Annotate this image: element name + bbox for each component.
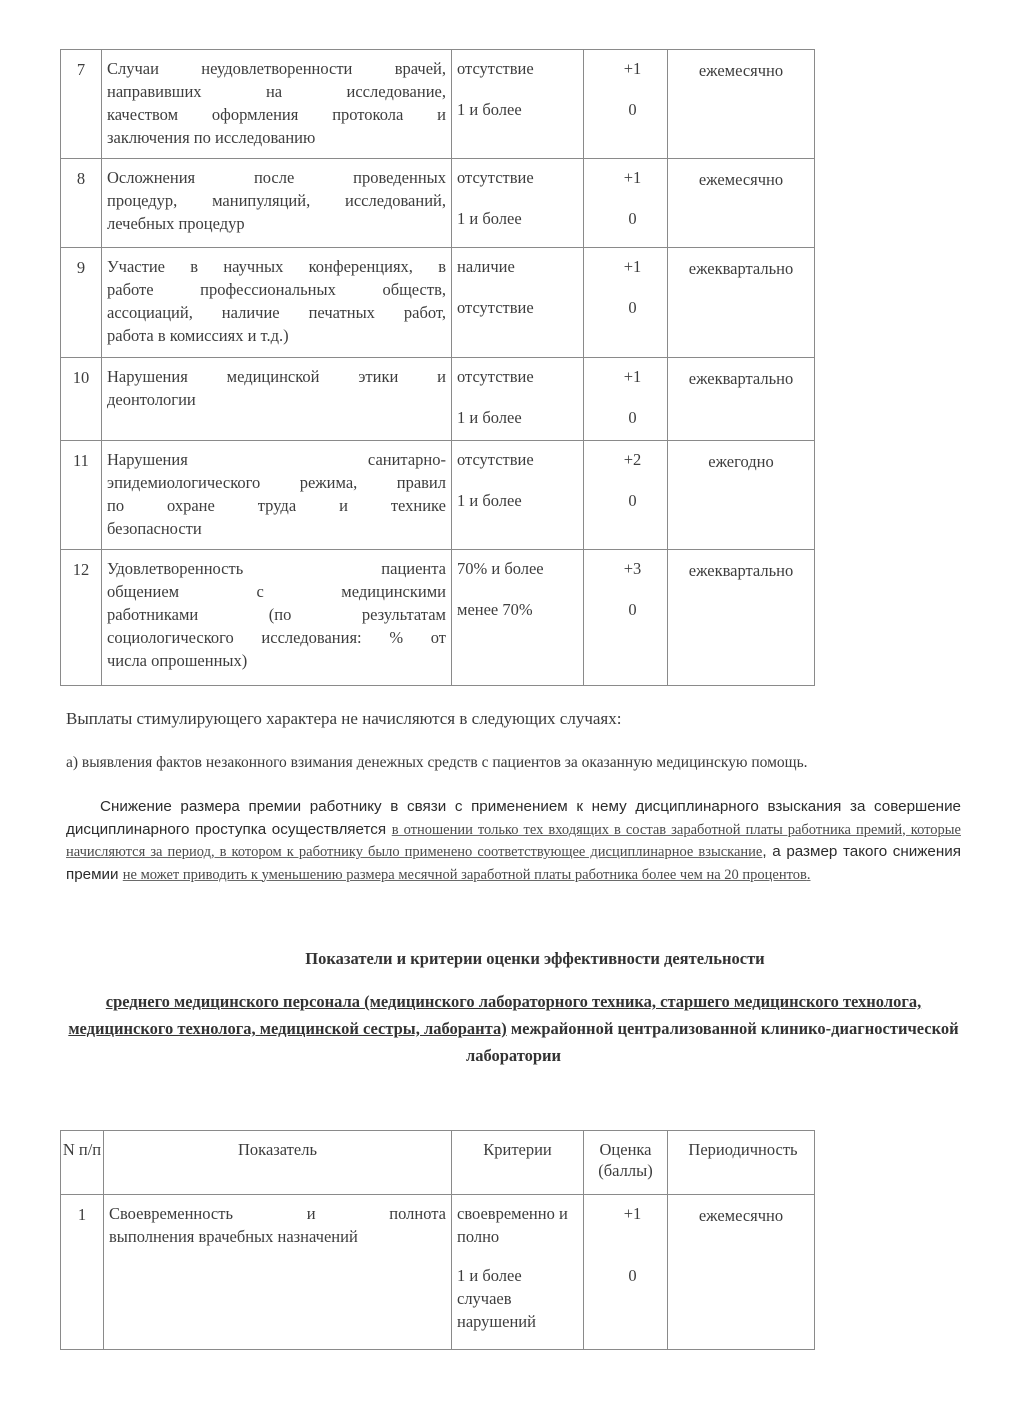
score-cell: +1 0 xyxy=(584,50,668,159)
indicator-cell: Своевременность и полнота выполнения врачебных назначений xyxy=(104,1195,452,1350)
table-row xyxy=(61,550,815,686)
table-row xyxy=(61,1195,815,1350)
reduction-underlined-2: не может приводить к уменьшению размера месячной заработной платы работника более чем на 20 процентов xyxy=(122,866,807,883)
table-header-row xyxy=(61,1131,815,1195)
header-score: Оценка (баллы) xyxy=(584,1131,668,1195)
period-cell: ежемесячно xyxy=(668,50,815,159)
header-num: N п/п xyxy=(61,1131,104,1195)
period-cell: ежеквартально xyxy=(668,248,815,358)
section-title-line1: Показатели и критерии оценки эффективности деятельности xyxy=(305,949,765,968)
criteria-cell: отсутствие 1 и более xyxy=(452,50,584,159)
criteria-table-doctors xyxy=(60,49,815,686)
table-row xyxy=(61,358,815,441)
header-indicator: Показатель xyxy=(104,1131,452,1195)
indicator-cell: Нарушения санитарно- эпидемиологического режима, правил по охране труда и технике безопасности xyxy=(102,441,452,550)
criteria-cell: отсутствие 1 и более xyxy=(452,441,584,550)
criteria-cell: отсутствие 1 и более xyxy=(452,358,584,441)
indicator-cell: Осложнения после проведенных процедур, манипуляций, исследований, лечебных процедур xyxy=(102,159,452,248)
reduction-underlined-1: в отношении только тех входящих в состав заработной платы работника премий, которые начисляются за период, в котором к работнику было применено соответствующее дисциплинарное взыскание xyxy=(66,821,961,860)
indicator-cell: Нарушения медицинской этики и деонтологии xyxy=(102,358,452,441)
indicator-cell: Удовлетворенность пациента общением с медицинскими работниками (по результатам социологического исследования: % от числа опрошенных) xyxy=(102,550,452,686)
header-period: Периодичность xyxy=(668,1131,815,1195)
score-cell: +1 0 xyxy=(584,358,668,441)
criteria-cell: своевременно и полно 1 и более случаев нарушений xyxy=(452,1195,584,1350)
score-cell: +2 0 xyxy=(584,441,668,550)
score-cell: +3 0 xyxy=(584,550,668,686)
period-cell: ежеквартально xyxy=(668,358,815,441)
criteria-cell: наличие отсутствие xyxy=(452,248,584,358)
score-cell: +1 0 xyxy=(584,1195,668,1350)
criteria-cell: отсутствие 1 и более xyxy=(452,159,584,248)
period-cell: ежемесячно xyxy=(668,1195,815,1350)
section-title-subtitle: среднего медицинского персонала (медицинского лабораторного техника, старшего медицинского технолога, медицинского технолога, медицинской сестры, лаборанта) межрайонной централизованной клинико-диагностической лаборатории xyxy=(68,992,959,1065)
indicator-cell: Участие в научных конференциях, в работе профессиональных обществ, ассоциаций, наличие печатных работ, работа в комиссиях и т.д.) xyxy=(102,248,452,358)
row-number: 8 xyxy=(61,159,102,248)
row-number: 7 xyxy=(61,50,102,159)
score-cell: +1 0 xyxy=(584,159,668,248)
reduction-paragraph: Снижение размера премии работнику в связи с применением к нему дисциплинарного взыскания за совершение дисциплинарного проступка осуществляется в отношении только тех входящих в состав заработной платы работника премий, которые начисляются за период, в котором к работнику было применено соответствующее дисциплинарное взыскание, а размер такого снижения премии не может приводить к уменьшению размера месячной заработной платы работника более чем на 20 процентов. xyxy=(66,798,961,883)
item-a-paragraph: а) выявления фактов незаконного взимания денежных средств с пациентов за оказанную медицинскую помощь. xyxy=(66,754,808,771)
header-criteria: Критерии xyxy=(452,1131,584,1195)
row-number: 11 xyxy=(61,441,102,550)
row-number: 1 xyxy=(61,1195,104,1350)
row-number: 10 xyxy=(61,358,102,441)
period-cell: ежеквартально xyxy=(668,550,815,686)
table-row xyxy=(61,248,815,358)
table-row xyxy=(61,159,815,248)
indicator-cell: Случаи неудовлетворенности врачей, направивших на исследование, качеством оформления протокола и заключения по исследованию xyxy=(102,50,452,159)
row-number: 9 xyxy=(61,248,102,358)
criteria-table-nurses xyxy=(60,1130,815,1350)
score-cell: +1 0 xyxy=(584,248,668,358)
period-cell: ежемесячно xyxy=(668,159,815,248)
table-row xyxy=(61,441,815,550)
period-cell: ежегодно xyxy=(668,441,815,550)
no-payments-heading: Выплаты стимулирующего характера не начисляются в следующих случаях: xyxy=(66,709,622,728)
criteria-cell: 70% и более менее 70% xyxy=(452,550,584,686)
section-title-underlined: среднего медицинского персонала (медицинского лабораторного техника, старшего медицинского технолога, медицинского технолога, медицинской сестры, лаборанта) xyxy=(68,992,922,1038)
table-row xyxy=(61,50,815,159)
row-number: 12 xyxy=(61,550,102,686)
